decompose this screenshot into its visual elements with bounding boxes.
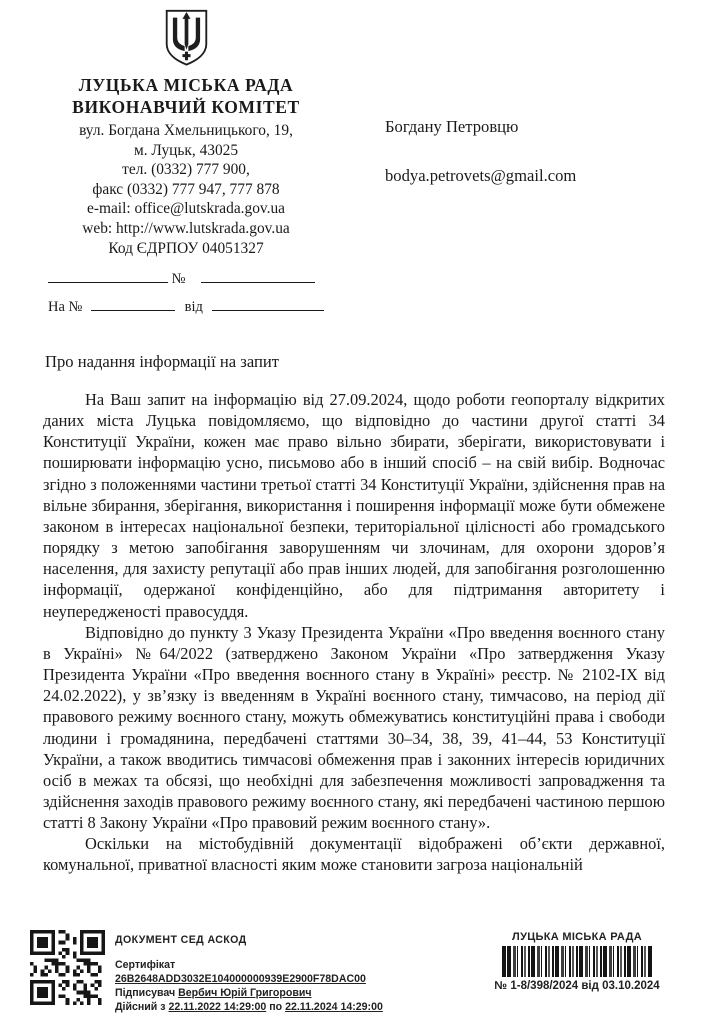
address-fax: факс (0332) 777 947, 777 878 bbox=[92, 180, 280, 198]
address-email: e-mail: office@lutskrada.gov.ua bbox=[87, 200, 285, 218]
stamp-org-name: ЛУЦЬКА МІСЬКА РАДА bbox=[512, 931, 642, 943]
letterhead bbox=[30, 6, 342, 258]
registration-number: № 1-8/398/2024 від 03.10.2024 bbox=[494, 980, 660, 992]
certificate-number: 26B2648ADD3032E104000000939E2900F78DAC00 bbox=[115, 973, 366, 985]
body-paragraph-2: Відповідно до пункту 3 Указу Президента України «Про введення воєнного стану в Україні» №64/2022 (затверджено Законом України «Про затвердження Указу Президента України «Про введення воєнного стану в Україні» реєстр. № 2102-IX від 24.02.2022), у зв’язку із введенням в Україні воєнного стану, тимчасово, на період дії правового режиму воєнного стану, можуть обмежуватись конституційні права і свободи людини і громадянина, передбачені статтями 30–34, 38, 39, 41–44, 53 Конституції України, а також вводитись тимчасові обмеження прав і законних інтересів юридичних осіб в межах та обсязі, що необхідні для забезпечення можливості запровадження та здійснення заходів правового режиму воєнного стану, які передбачені частиною першою статті 8 Закону України «Про правовий режим воєнного стану». bbox=[43, 622, 665, 833]
valid-from-date: 22.11.2022 14:29:00 bbox=[168, 1001, 267, 1013]
validity-mid: по bbox=[269, 1001, 283, 1013]
reference-line-incoming bbox=[48, 297, 338, 325]
registration-stamp bbox=[487, 931, 667, 992]
signer-line bbox=[115, 986, 383, 1000]
incoming-date-blank-line bbox=[212, 297, 324, 311]
org-name-line2: ВИКОНАВЧИЙ КОМІТЕТ bbox=[72, 96, 300, 117]
validity-prefix: Дійсний з bbox=[115, 1001, 166, 1013]
qr-code bbox=[30, 930, 105, 1005]
recipient-name: Богдану Петровцю bbox=[385, 117, 519, 136]
ukraine-trident-emblem bbox=[163, 8, 210, 68]
reference-block bbox=[48, 269, 338, 325]
registration-barcode bbox=[502, 946, 652, 977]
letter-body bbox=[43, 389, 665, 876]
date-blank-line bbox=[48, 269, 168, 283]
address-edrpou-code: Код ЄДРПОУ 04051327 bbox=[108, 239, 264, 257]
recipient-email: bodya.petrovets@gmail.com bbox=[385, 166, 577, 185]
org-name-line1: ЛУЦЬКА МІСЬКА РАДА bbox=[78, 75, 294, 95]
signer-name: Вербич Юрій Григорович bbox=[178, 987, 312, 999]
number-blank-line bbox=[201, 269, 315, 283]
valid-to-date: 22.11.2024 14:29:00 bbox=[285, 1001, 383, 1013]
org-address-block bbox=[30, 121, 342, 258]
address-web: web: http://www.lutskrada.gov.ua bbox=[82, 219, 290, 237]
body-paragraph-1: На Ваш запит на інформацію від 27.09.2024, щодо роботи геопорталу відкритих даних міста Луцька повідомляємо, що відповідно до частини другої статті 34 Конституції України, кожен має право вільно збирати, зберігати, використовувати і поширювати інформацію усно, письмово або в інший спосіб – на свій вибір. Водночас згідно з положеннями частини третьої статті 34 Конституції України, здійснення прав на вільне збирання, зберігання, використання і поширення інформації може бути обмежене законом в інтересах національної безпеки, територіальної цілісності або громадського порядку з метою запобігання заворушенням чи злочинам, для охорони здоров’я населення, для захисту репутації або прав інших людей, для запобігання розголошенню інформації, одержаної конфіденційно, або для підтримання авторитету і неупередженості правосуддя. bbox=[43, 390, 665, 621]
validity-line bbox=[115, 1000, 383, 1014]
reference-line-outgoing bbox=[48, 269, 338, 297]
address-street: вул. Богдана Хмельницького, 19, bbox=[79, 122, 293, 139]
certificate-block bbox=[115, 933, 383, 1014]
na-number-label: На № bbox=[48, 299, 83, 315]
incoming-number-blank-line bbox=[91, 297, 175, 311]
signer-label: Підписувач bbox=[115, 987, 176, 999]
body-paragraph-3: Оскільки на містобудівній документації відображені об’єкти державної, комунальної, приватної власності яким може становити загроза національній bbox=[43, 834, 665, 875]
signature-footer bbox=[0, 920, 705, 1024]
certificate-label: Сертифікат bbox=[115, 959, 176, 971]
vid-label: від bbox=[184, 299, 203, 315]
address-phone: тел. (0332) 777 900, bbox=[122, 161, 250, 179]
sed-system-title: ДОКУМЕНТ СЕД АСКОД bbox=[115, 934, 247, 946]
address-city: м. Луцьк, 43025 bbox=[133, 141, 239, 159]
letter-subject: Про надання інформації на запит bbox=[45, 352, 280, 371]
number-sign-label: № bbox=[171, 271, 186, 287]
